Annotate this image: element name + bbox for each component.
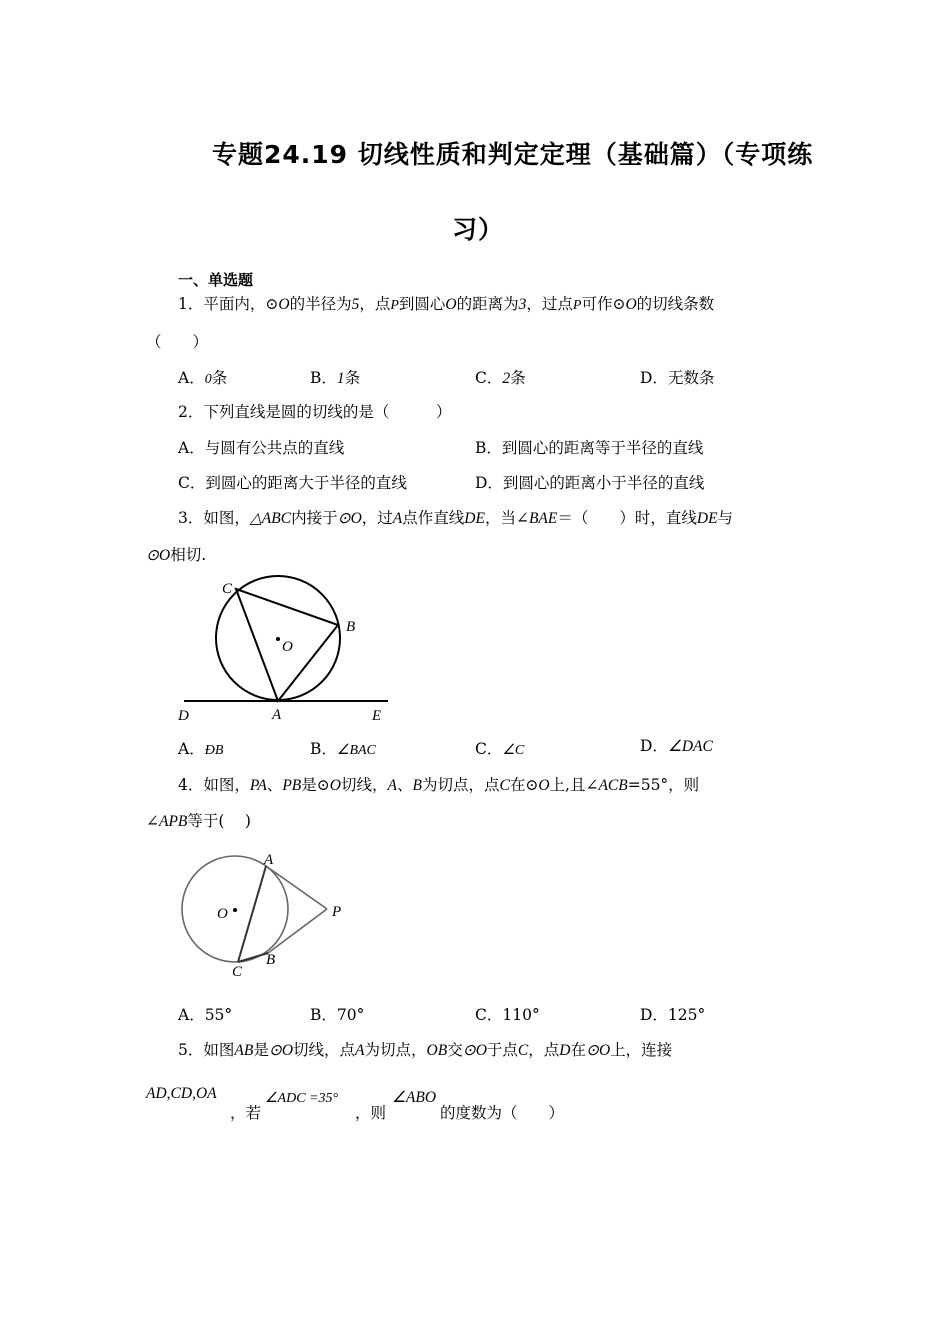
q4-option-c[interactable]: C．110° xyxy=(475,1006,540,1024)
question-5-angle-adc: ∠ADC =35° xyxy=(265,1091,339,1106)
question-5-cond-a: ，若 xyxy=(230,1104,262,1122)
question-5-ask: 的度数为（ ） xyxy=(440,1104,565,1122)
q4-option-d[interactable]: D．125° xyxy=(640,1006,706,1024)
label-o: O xyxy=(282,639,293,655)
label-c: C xyxy=(222,581,233,597)
question-5-stem: 5．如图AB是⊙O切线，点A为切点，OB交⊙O于点C，点D在⊙O上，连接 xyxy=(178,1041,673,1059)
label-c: C xyxy=(232,964,243,980)
q2-option-c[interactable]: C．到圆心的距离大于半径的直线 xyxy=(178,474,407,492)
label-a: A xyxy=(272,707,282,723)
label-b: B xyxy=(266,952,276,968)
q1-option-b[interactable]: B．1条 xyxy=(310,369,361,387)
label-o: O xyxy=(217,906,228,922)
question-5-vars: AD,CD,OA xyxy=(146,1085,217,1102)
q4-option-b[interactable]: B．70° xyxy=(310,1006,365,1024)
center-point xyxy=(233,908,237,912)
q3-option-b[interactable]: B．∠BAC xyxy=(310,740,376,758)
question-1-stem: 1．平面内，⊙O的半径为5，点P到圆心O的距离为3，过点P可作⊙O的切线条数 xyxy=(178,295,715,313)
label-e: E xyxy=(372,708,382,724)
q3-option-a[interactable]: A．ÐB xyxy=(178,740,224,758)
question-3-figure xyxy=(170,570,400,730)
question-4-figure xyxy=(175,845,360,985)
question-5-cond-b: ，则 xyxy=(355,1104,387,1122)
section-heading: 一、单选题 xyxy=(178,271,254,289)
q3-option-c[interactable]: C．∠C xyxy=(475,740,525,758)
q1-option-d[interactable]: D．无数条 xyxy=(640,369,715,387)
question-2-stem: 2．下列直线是圆的切线的是（ ） xyxy=(178,403,452,421)
center-point xyxy=(276,637,280,641)
q4-option-a[interactable]: A．55° xyxy=(178,1006,233,1024)
label-a: A xyxy=(264,852,274,868)
question-4-stem-cont: ∠APB等于( ) xyxy=(146,812,251,830)
question-5-angle-abo: ∠ABO xyxy=(392,1089,437,1106)
label-p: P xyxy=(332,904,342,920)
line-cb xyxy=(238,953,268,962)
line-pb xyxy=(268,909,327,953)
question-3-stem-cont: ⊙O相切. xyxy=(146,546,207,564)
question-3-stem: 3．如图，△ABC内接于⊙O，过A点作直线DE，当∠BAE＝（ ）时，直线DE与 xyxy=(178,509,734,527)
label-b: B xyxy=(346,619,356,635)
question-4-stem: 4．如图，PA、PB是⊙O切线，A、B为切点，点C在⊙O上,且∠ACB=55°，则 xyxy=(178,776,700,794)
q1-option-a[interactable]: A．0条 xyxy=(178,369,228,387)
line-pa xyxy=(266,866,327,909)
page-title-line1: 专题24.19 切线性质和判定定理（基础篇）（专项练 xyxy=(212,140,814,169)
label-d: D xyxy=(178,708,189,724)
page-title-line2: 习） xyxy=(452,215,505,244)
question-1-paren: （ ） xyxy=(146,333,209,351)
q1-option-c[interactable]: C．2条 xyxy=(475,369,526,387)
q2-option-b[interactable]: B．到圆心的距离等于半径的直线 xyxy=(475,439,704,457)
q2-option-a[interactable]: A．与圆有公共点的直线 xyxy=(178,439,345,457)
q2-option-d[interactable]: D．到圆心的距离小于半径的直线 xyxy=(475,474,705,492)
q3-option-d[interactable]: D．∠DAC xyxy=(640,737,713,755)
line-ac xyxy=(238,866,266,962)
